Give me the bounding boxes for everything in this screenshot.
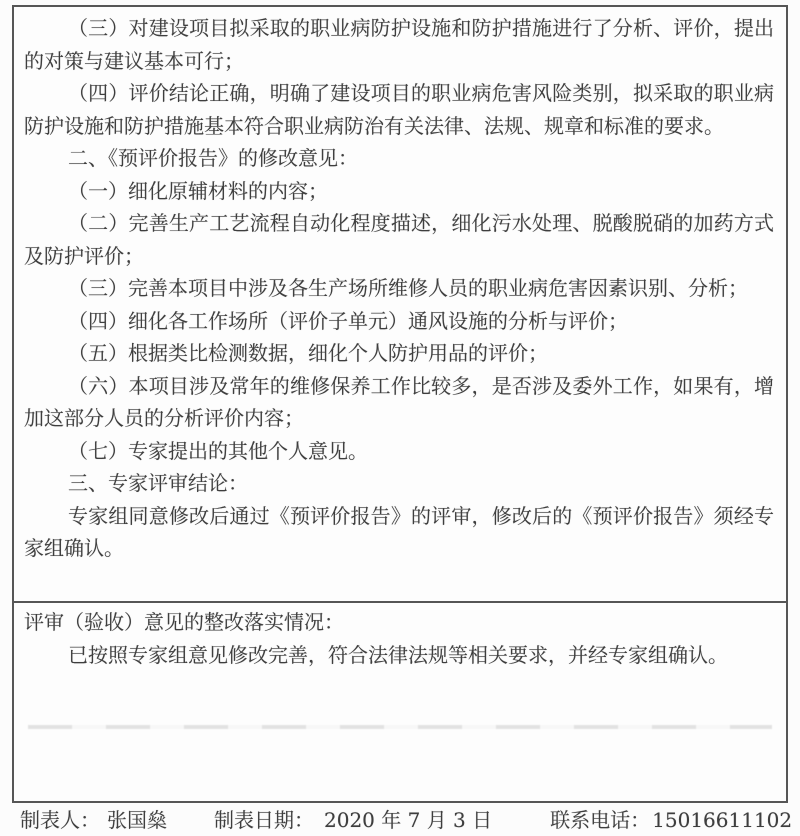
review-paragraph: （二）完善生产工艺流程自动化程度描述，细化污水处理、脱酸脱硝的加药方式及防护评价； — [24, 211, 774, 268]
preparer-label: 制表人： — [20, 808, 100, 832]
review-paragraph: （四）细化各工作场所（评价子单元）通风设施的分析与评价； — [68, 308, 628, 333]
phone-label: 联系电话： — [550, 808, 651, 832]
review-record-table — [12, 5, 788, 803]
review-paragraph: （五）根据类比检测数据，细化个人防护用品的评价； — [68, 341, 548, 365]
review-paragraph: （三）完善本项目中涉及各生产场所维修人员的职业病危害因素识别、分析； — [68, 276, 748, 300]
rectification-content: 已按照专家组意见修改完善，符合法律法规等相关要求，并经专家组确认。 — [68, 642, 728, 667]
review-paragraph: 专家组同意修改后通过《预评价报告》的评审，修改后的《预评价报告》须经专家组确认。 — [24, 503, 774, 560]
phone-value: 15016611102 — [652, 808, 793, 832]
date-label: 制表日期： — [214, 808, 314, 832]
scan-artifact-line — [28, 725, 772, 729]
review-paragraph: （四）评价结论正确，明确了建设项目的职业病危害风险类别，拟采取的职业病防护设施和防护措施基本符合职业病防治有关法律、法规、规章和标准的要求。 — [24, 81, 774, 138]
table-footer — [0, 805, 800, 836]
date-value: 2020 年 7 月 3 日 — [324, 808, 493, 832]
review-paragraph: （三）对建设项目拟采取的职业病防护设施和防护措施进行了分析、评价，提出的对策与建议基本可行； — [24, 16, 774, 73]
review-paragraph: 三、专家评审结论： — [68, 471, 248, 495]
review-paragraph: 二、《预评价报告》的修改意见： — [68, 146, 358, 170]
review-paragraph: （七）专家提出的其他个人意见。 — [68, 438, 368, 463]
preparer-name: 张国燊 — [107, 808, 167, 832]
review-paragraph: （一）细化原辅材料的内容； — [68, 178, 328, 203]
review-paragraph: （六）本项目涉及常年的维修保养工作比较多，是否涉及委外工作，如果有，增加这部分人员的分析评价内容； — [24, 373, 774, 430]
expert-review-opinions-section — [14, 7, 786, 603]
rectification-section — [14, 603, 786, 801]
rectification-title: 评审（验收）意见的整改落实情况： — [24, 610, 344, 634]
